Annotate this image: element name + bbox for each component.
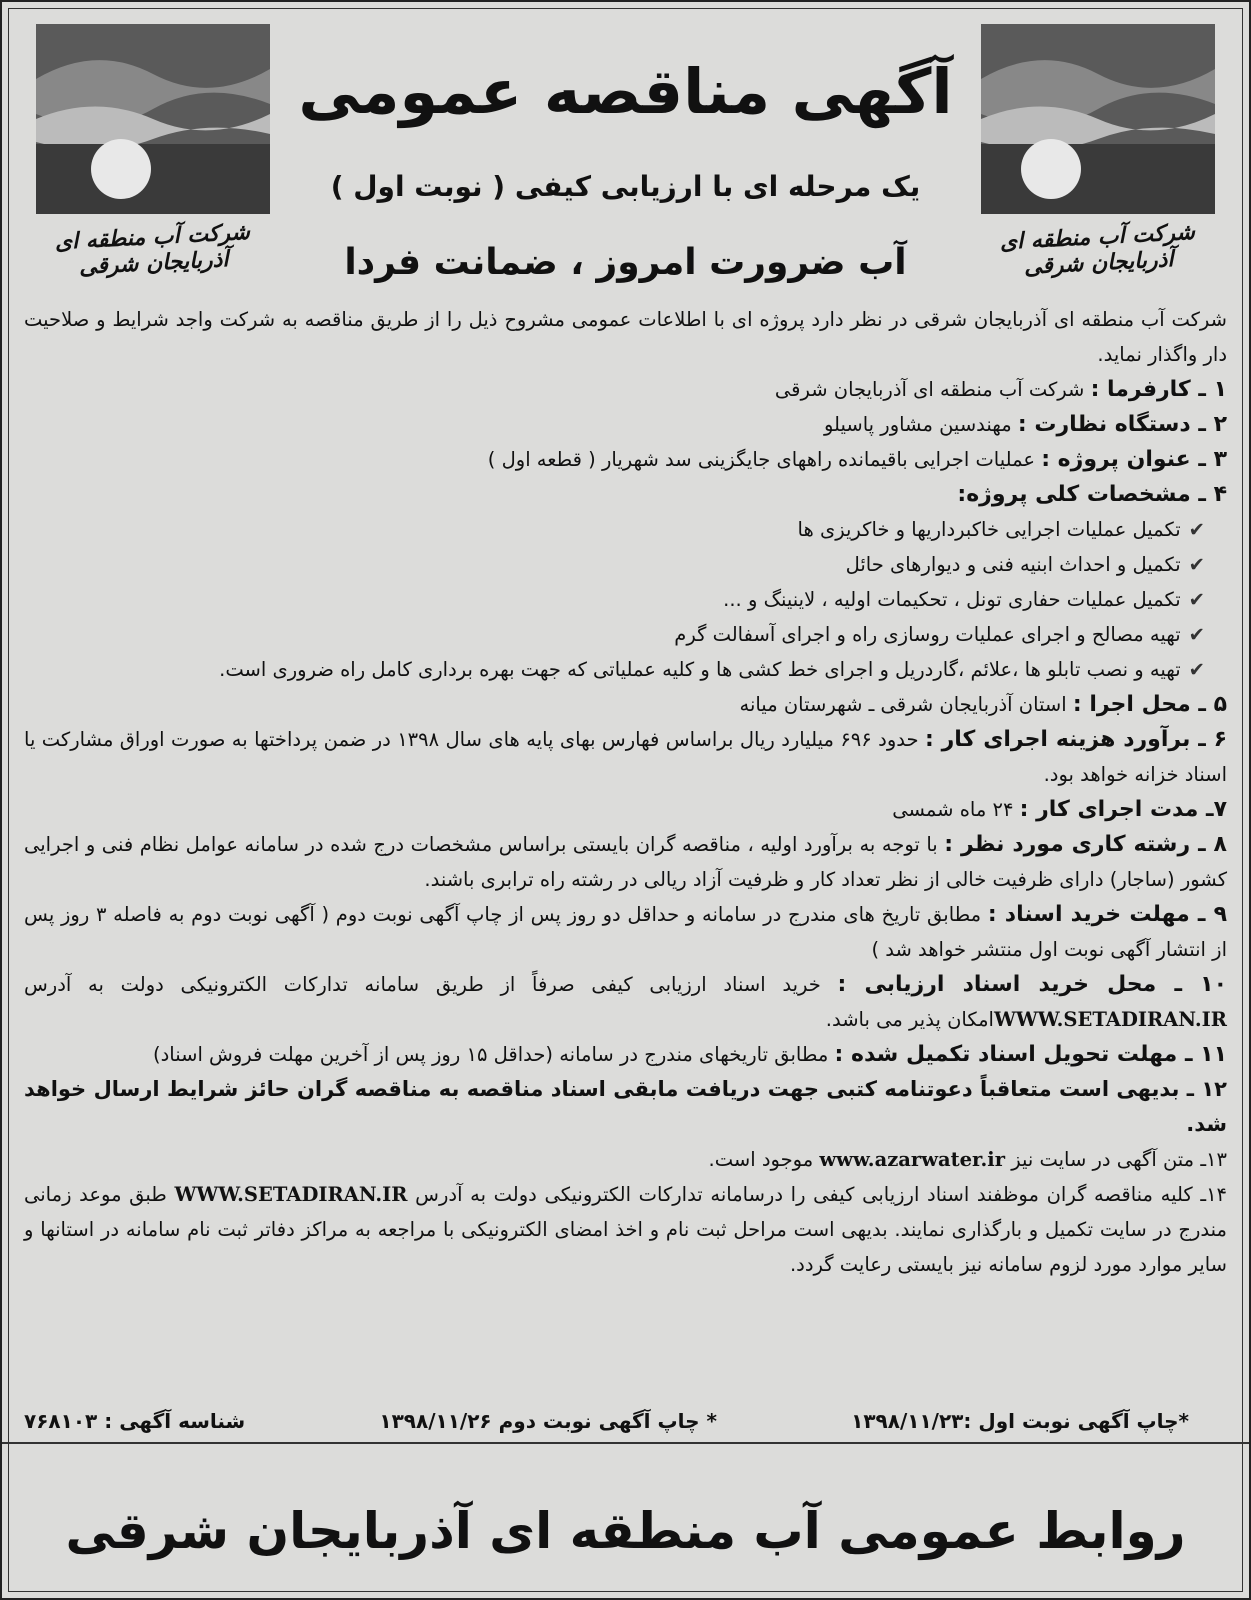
company-logo-left xyxy=(28,24,278,280)
company-logo-right xyxy=(973,24,1223,280)
water-logo-icon xyxy=(36,24,270,214)
list-item: ✔تکمیل عملیات حفاری تونل ، تحکیمات اولیه ، لاینینگ و ... xyxy=(723,588,1205,611)
list-item: ✔تکمیل و احداث ابنیه فنی و دیوارهای حائل xyxy=(845,553,1205,576)
item-duration: ۷ـ مدت اجرای کار : ۲۴ ماه شمسی xyxy=(892,797,1227,822)
print-dates xyxy=(24,1409,1189,1433)
first-print-date: *چاپ آگهی نوبت اول :۱۳۹۸/۱۱/۲۳ xyxy=(851,1409,1189,1433)
item-invitation: ۱۲ ـ بدیهی است متعاقباً دعوتنامه کتبی جهت دریافت مابقی اسناد مناقصه به مناقصه گران حائز شرایط ارسال خواهد شد. xyxy=(24,1077,1227,1136)
list-item: ✔تکمیل عملیات اجرایی خاکبرداریها و خاکریزی ها xyxy=(797,518,1205,541)
item-supervision: ۲ ـ دستگاه نظارت : مهندسین مشاور پاسیلو xyxy=(823,412,1227,437)
item-cost-estimate: ۶ ـ برآورد هزینه اجرای کار : حدود ۶۹۶ میلیارد ریال براساس فهارس بهای پایه های سال ۱۳۹۸ در ضمن پرداختها به صورت اوراق مشارکت یا اسناد خزانه خواهد بود. xyxy=(24,727,1228,786)
logo-caption: شرکت آب منطقه ای آذربایجان شرقی xyxy=(999,218,1196,280)
item-delivery-deadline: ۱۱ ـ مهلت تحویل اسناد تکمیل شده : مطابق تاریخهای مندرج در سامانه (حداقل ۱۵ روز پس از آخرین مهلت فروش اسناد) xyxy=(152,1042,1227,1067)
item-upload: ۱۴ـ کلیه مناقصه گران موظفند اسناد ارزیابی کیفی را درسامانه تدارکات الکترونیکی دولت به آدرس WWW.SETADIRAN.IR طبق موعد زمانی مندرج در سایت تکمیل و بارگذاری نمایند. بدیهی است مراحل ثبت نام و اخذ امضای الکترونیکی با مراجعه به مراکز دفاتر ثبت نام سامانه در استانها و سایر موارد مورد لزوم سامانه نیز بایستی رعایت گردد. xyxy=(24,1183,1228,1276)
second-print-date: * چاپ آگهی نوبت دوم ۱۳۹۸/۱۱/۲۶ xyxy=(379,1409,717,1433)
item-purchase-place: ۱۰ ـ محل خرید اسناد ارزیابی : خرید اسناد ارزیابی کیفی صرفاً از طریق سامانه تدارکات الکترونیکی دولت به آدرس WWW.SETADIRAN.IRامکان پذیر می باشد. xyxy=(24,972,1228,1031)
item-project-title: ۳ ـ عنوان پروژه : عملیات اجرایی باقیمانده راههای جایگزینی سد شهریار ( قطعه اول ) xyxy=(487,447,1227,472)
ad-body xyxy=(24,302,1227,1282)
ad-title: آگهی مناقصه عمومی xyxy=(298,55,953,128)
logo-caption: شرکت آب منطقه ای آذربایجان شرقی xyxy=(54,218,251,280)
checkmark-icon: ✔ xyxy=(1188,658,1205,681)
item-purchase-deadline: ۹ ـ مهلت خرید اسناد : مطابق تاریخ های مندرج در سامانه و حداقل دو روز پس از چاپ آگهی نوبت دوم ( آگهی نوبت دوم به فاصله ۳ روز پس از انتشار آگهی نوبت اول منتشر خواهد شد ) xyxy=(24,902,1228,961)
item-employer: ۱ ـ کارفرما : شرکت آب منطقه ای آذربایجان شرقی xyxy=(774,377,1227,402)
checkmark-icon: ✔ xyxy=(1188,588,1205,611)
list-item: ✔تهیه و نصب تابلو ها ،علائم ،گاردریل و اجرای خط کشی ها و کلیه عملیاتی که جهت بهره برداری کامل راه ضروری است. xyxy=(219,658,1205,681)
divider xyxy=(2,1442,1249,1444)
list-item: ✔تهیه مصالح و اجرای عملیات روسازی راه و اجرای آسفالت گرم xyxy=(674,623,1205,646)
item-website: ۱۳ـ متن آگهی در سایت نیز www.azarwater.ir موجود است. xyxy=(708,1148,1227,1171)
item-project-specs: ۴ ـ مشخصات کلی پروژه: xyxy=(957,482,1227,507)
checkmark-icon: ✔ xyxy=(1188,518,1205,541)
ad-slogan: آب ضرورت امروز ، ضمانت فردا xyxy=(344,242,907,283)
setadiran-link[interactable]: WWW.SETADIRAN.IR xyxy=(174,1183,408,1206)
item-field: ۸ ـ رشته کاری مورد نظر : با توجه به برآورد اولیه ، مناقصه گران بایستی براساس مشخصات درج شده در سامانه عوامل نظام فنی و اجرایی کشور (ساجار) دارای ظرفیت خالی از نظر تعداد کار و ظرفیت آزاد ریالی در رشته راه ترابری باشند. xyxy=(24,832,1227,891)
checkmark-icon: ✔ xyxy=(1188,623,1205,646)
intro-paragraph: شرکت آب منطقه ای آذربایجان شرقی در نظر دارد پروژه ای با اطلاعات عمومی مشروح ذیل را از طریق مناقصه به شرکت واجد شرایط و صلاحیت دار واگذار نماید. xyxy=(24,308,1227,366)
water-logo-icon xyxy=(981,24,1215,214)
ad-id: شناسه آگهی : ۷۶۸۱۰۳ xyxy=(24,1409,246,1433)
setadiran-link[interactable]: WWW.SETADIRAN.IR xyxy=(993,1008,1227,1031)
checkmark-icon: ✔ xyxy=(1188,553,1205,576)
item-location: ۵ ـ محل اجرا : استان آذربایجان شرقی ـ شهرستان میانه xyxy=(739,692,1227,717)
azarwater-link[interactable]: www.azarwater.ir xyxy=(819,1148,1005,1171)
public-relations-signature: روابط عمومی آب منطقه ای آذربایجان شرقی xyxy=(65,1502,1186,1560)
ad-subtitle: یک مرحله ای با ارزیابی کیفی ( نوبت اول ) xyxy=(330,170,921,203)
